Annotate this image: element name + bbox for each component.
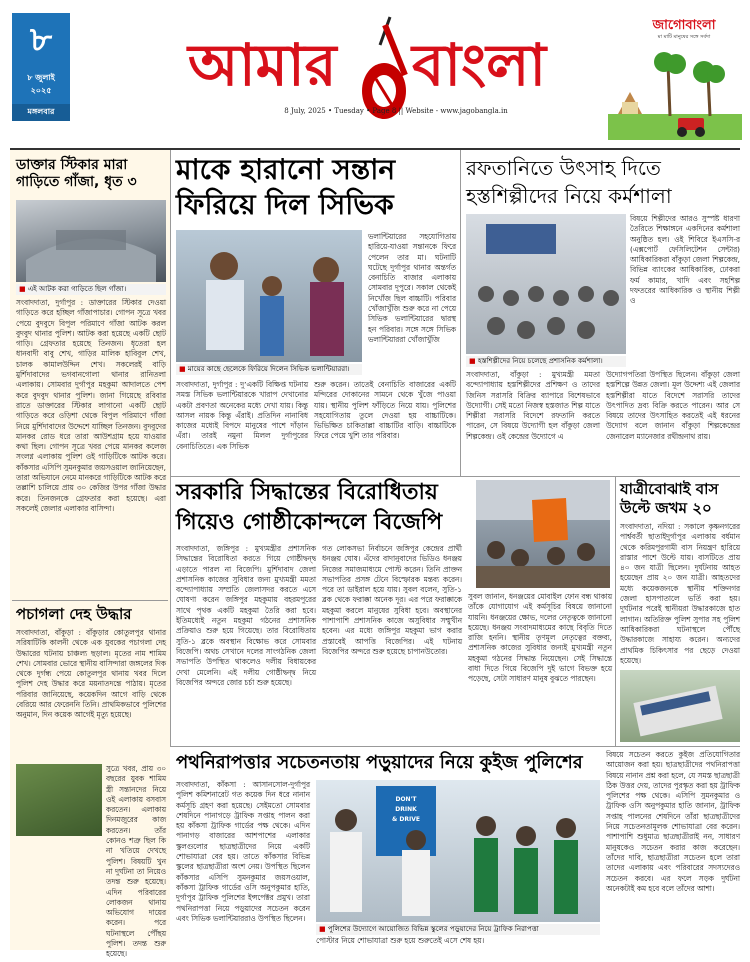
rally-sign-line2: DRINK xyxy=(395,806,417,813)
right-top-body2: উদ্যোগপতিরা উপস্থিত ছিলেন। বাঁকুড়া জেলা হস্তশিল্পে উন্নত জেলা। মূল উদ্দেশ্য এই জেলার হস্তশিল্পীরা যাতে বিদেশে সরাসরি তাদের উৎপাদিত দ্রব্য বিক্রি করতে পারেন। আর সে বিষয়ে তাদের উৎসাহিত করতেই এই ধরনের উদ্যোগ বলে জানান বাঁকুড়া শিল্পকেন্দ্রের জেনারেল ম্যানেজার রথীন্দ্রনাথ রায়। xyxy=(606,370,740,441)
bottom-body1: সংবাদদাতা, কাঁকসা : আসানসোল-দুর্গাপুর পুলিশ কমিশনারেট গত কয়েক দিন ধরে নানান কর্মসূচি গ্রহণ করা হয়েছে। সেইমতো সোমবার শেষদিনে পানাগড়ে ট্রাফিক সপ্তাহ পালন করা হয় কাঁকসা ট্রাফিক গার্ডের পক্ষ থেকে। এদিন পানাগড় বাজারের আশপাশের এলাকার স্কুলগুলোর ছাত্রছাত্রীদের নিয়ে একটি শোভাযাত্রা বের হয়। তাতে কাঁকসার বিভিন্ন স্কুলের ছাত্রছাত্রীরা অংশ নেয়। উপস্থিত ছিলেন কাঁকসার এসিপি সুমনকুমার জয়সওয়াল, কাঁকসা ট্রাফিক গার্ডের ওসি অনুপকুমার হাতি, দুর্গাপুর ট্রাফিক পুলিশের ইন্সপেক্টর প্রমুখ। তারা পথনিরাপত্তা নিয়ে পড়ুয়াদের সচেতন করেন এবং সিভিক ভলান্টিয়াররাও উপস্থিত ছিলেন। xyxy=(176,780,310,923)
bottom-rally-photo xyxy=(316,780,600,922)
masthead-dateline: 8 July, 2025 • Tuesday • Page 8 || Website - www.jagobangla.in xyxy=(284,107,508,115)
masthead-title-left: আমার xyxy=(188,31,337,99)
story2-headline: পচাগলা দেহ উদ্ধার xyxy=(16,605,132,623)
year-badge: ২০২৫ xyxy=(30,86,52,95)
right-top-headline: রফতানিতে উৎসাহ দিতে হস্তশিল্পীদের নিয়ে কর্মশালা xyxy=(466,156,672,208)
right-top-caption: ■ হস্তশিল্পীদের নিয়ে চলেছে প্রশাসনিক কর্মশালা। xyxy=(466,356,626,367)
lead-body: সংবাদদাতা, দুর্গাপুর : দু’একটি বিক্ষিপ্ত ঘটনায় সমস্ত সিভিক ভলান্টিয়ারকে খারাপ দেখানোর একটা প্রবণতা অনেকের মধ্যে দেখা যায়। কিন্তু আসল নায়ক কিন্তু এঁরাই। প্রতিদিন নানাবিধ কাজের মধ্যেই বিপদে মানুষের পাশে দাঁড়ান এঁরা। তারই নমুনা মিলল দুর্গাপুরের বেনাচিতিতে। এক সিভিক xyxy=(176,380,308,451)
story1-headline: ডাক্তার স্টিকার মারা গাড়িতে গাঁজা, ধৃত ৩ xyxy=(16,157,137,190)
story1-body: সংবাদদাতা, দুর্গাপুর : ডাক্তারের স্টিকার দেওয়া গাড়িতে করে হচ্ছিল গাঁজাপাচার। গোপন সূত্রে খবর পেয়ে বুদবুদে বিপুল পরিমাণে গাঁজা আটক করল বুদবুদ থানার পুলিশ। আটক করা হয়েছে একটি ছোট গাড়ি। গ্রেফতার হয়েছে তিনজন। ধৃতেরা হল ধানবাদী বাবু শেখ, গাড়ির মালিক হাবিবুল শেখ, চালক কামালউদ্দিন শেখ। সকলেরই বাড়ি মুর্শিদাবাদের ভগবানগোলা থানার রানিতলা এলাকায়। সোমবার দুর্গাপুর মহকুমা আদালতে পেশ করে বুদবুদ থানার পুলিশ। জানা গিয়েছে রবিবার রাতে ডাক্তারের স্টিকার লাগানো একটি ছোট গাড়িতে করে ওড়িশা থেকে বিপুল পরিমাণে গাঁজা নিয়ে মুর্শিদাবাদের উদ্দেশে যাচ্ছিল তিনজন। বুদবুদের মানকর রোড ধরে তারা আউশগ্রাম হয়ে যাওয়ার কথা ছিল। গোপন সূত্রে খবর পেয়ে মানকর কলেজ সংলগ্ন এলাকায় পুলিশ ওই গাড়িটিকে আটক করে। কাঁকসার এসিপি সুমনকুমার জয়সওয়াল জানিয়েছেন, তারা অভিযানে নেমে মানকরে গাড়িটিকে আটক করে তল্লাশি চালিয়ে প্রায় ৩০ কেজির উপর গাঁজা উদ্ধার করে। তিনজনকে গ্রেফতার করা হয়েছে। এরা সকলেই জেলার এলাকার বাসিন্দা। xyxy=(16,298,166,513)
rally-sign-line1: DON'T xyxy=(395,796,417,803)
bottom-body2: পোস্টার নিয়ে শোভাযাত্রা শুরু হয়ে শুরুতেই এসে শেষ হয়। xyxy=(316,936,485,945)
right-top-body-side: বিষয়ে শিল্পীদের আরও সুস্পষ্ট ধারণা তৈরিতে শিক্ষাঙ্গনে একদিনের কর্মশালা অনুষ্ঠিত হল। ওই শিবিরে ইএসসি-র (এক্সপোর্ট ফেসিলিটেশন সেন্টার) আধিকারিকরা বাঁকুড়া জেলা শিল্পকেন্দ্র, বিভিন্ন ব্যাংকের আধিকারিক, ঢোকরা ফর্ম কামার, খাদি এবং সহশিল্প দফতরের আধিকারিক ও স্থানীয় শিল্পী ও xyxy=(630,214,740,306)
bus-body: সংবাদদাতা, নদিয়া : সকালে কৃষ্ণনগরের পার্শ্ববর্তী ছাতাইদুর্গাপুর এলাকায় বর্ধমান থেকে করিমপুরগামী বাস নিয়ন্ত্রণ হারিয়ে রাস্তার পাশে উল্টে যায়। বাসটিতে প্রায় ৪০ জন যাত্রী ছিলেন। দুর্ঘটনায় আহত হয়েছেন প্রায় ২০ জন যাত্রী। আহতদের মধ্যে কয়েকজনকে স্থানীয় শক্তিনগর জেলা হাসপাতালে ভর্তি করা হয়। দুর্ঘটনার পরেই স্থানীয়রা উদ্ধারকাজে হাত লাগান। অতিরিক্ত পুলিশ সুপার সহ পুলিশ আধিকারিকরা ঘটনাস্থলে পৌঁছে উদ্ধারকাজে সাহায্য করেন। অন্যদের প্রাথমিক চিকিৎসার পর ছেড়ে দেওয়া হয়েছে। xyxy=(620,522,740,665)
lead-body-right: ভলান্টিয়ারের সহযোগিতায় হারিয়ে-যাওয়া সন্তানকে ফিরে পেলেন তার মা। ঘটনাটি ঘটেছে দুর্গাপুর থানার অন্তর্গত বেনাচিতি বাজার এলাকায় সোমবার দুপুরে। সকাল থেকেই নিখোঁজ ছিল বাচ্চাটি। পরিবার খোঁজাখুঁজি শুরু করে না পেয়ে সিভিক ভলান্টিয়ারের দ্বারস্থ হন পরিবার। সঙ্গে সঙ্গে সিভিক ভলান্টিয়াররা খোঁজাখুঁজি xyxy=(368,232,456,344)
lead-photo xyxy=(176,230,362,362)
date-badge: ৮ জুলাই xyxy=(27,73,55,82)
bottom-headline: পথনিরাপত্তার সচেতনতায় পড়ুয়াদের নিয়ে কুইজ পুলিশের xyxy=(176,752,583,773)
lead-body2: শুরু করেন। তাতেই বেনাচিতি বাজারের একটি মন্দিরের দোকানের সামনে থেকে খুঁজে পাওয়া যায়। স্থানীয় পুলিশ ফাঁড়িতে নিয়ে যায়। পুলিশের সহযোগিতায় তুলে দেওয়া হয় বাচ্চাটিকে। ভিভিক্ষিত চাকিতাল্লা বাচ্চাটির বাড়ি। বাচ্চাটিকে ফিরে পেয়ে খুশি তার পরিবার। xyxy=(314,380,456,441)
story2-photo xyxy=(16,764,102,836)
village-illustration-image xyxy=(608,44,742,140)
bottom-caption: ■ পুলিশের উদ্যোগে আয়োজিত বিভিন্ন স্কুলের পড়ুয়াদের নিয়ে ট্রাফিক নিরাপত্তা xyxy=(316,924,600,935)
brand-logo: জাগোবাংলা xyxy=(652,18,716,33)
mid-body1: সংবাদদাতা, জঙ্গিপুর : মুখ্যমন্ত্রীর প্রশাসনিক সিদ্ধান্তের বিরোধিতা করতে গিয়ে গোষ্ঠীদ্বন্দ্ব এড়াতে পারল না বিজেপি। মুর্শিদাবাদ জেলা প্রশাসনিক কাজের সুবিধার জন্য মুখ্যমন্ত্রী মমতা বন্দ্যোপাধ্যায় সম্প্রতি জেলাসদর করতে এসে ঘোষণা করেন জঙ্গিপুর মহকুমায় বহরমপুরের সাথে পৃথক একটি মহকুমা তৈরি করা হবে। ইতিমধ্যেই নতুন মহকুমা গঠনের প্রশাসনিক প্রক্রিয়াও শুরু হয়ে গিয়েছে। তার বিরোধিতায় সুতি-১ ব্লকে অবস্থান বিক্ষোভ করে সোমবার বিজেপি। অথচ সেখানে দলের সাংগঠনিক জেলা সভাপতি উপস্থিত থাকলেও দলীয় বিধায়কের দেখা মেলেনি। এই দলীয় গোষ্ঠীদ্বন্দ্ব নিয়ে বিজেপির অন্দরে জোর চর্চা শুরু হয়েছে। xyxy=(176,544,316,687)
right-top-photo xyxy=(466,214,626,354)
mid-headline: সরকারি সিদ্ধান্তের বিরোধিতায় গিয়েও গোষ্ঠীকোন্দলে বিজেপি xyxy=(176,480,443,535)
brand-tagline: মা মাটি মানুষের সঙ্গে সর্বদা xyxy=(657,34,711,40)
rally-sign-line3: & DRIVE xyxy=(392,816,420,823)
mid-body2: গত লোকসভা নির্বাচনে জঙ্গিপুর কেন্দ্রের প্রার্থী ধনঞ্জয় ঘোষ। এঁদের বাদানুবাদের ভিডিও ধনঞ্জয় নিজের সমাজমাধ্যমে পোস্ট করেন। তিনি প্রাক্তন সভাপতির প্রসঙ্গ টেনে বিস্ফোরক মন্তব্য করেন। পরে তা ডাইরাল হয়ে যায়। সুবল বলেন, সুতি-১ ব্লক থেকে ফরাক্কা অনেক দূর। এর পরে ফরাক্কাকে মহকুমা করলে মানুষের সুবিধা হবে। অবস্থানের পাশাপাশি প্রশাসনিক কাজে অসুবিধার সম্মুখীন হবেন। এর মধ্যে জঙ্গিপুর মহকুমা ভাগ করার প্রস্তাবেই আপত্তি বিজেপির। এই ঘটনায় বিজেপির অন্দরে শুরু হয়েছে চাপানউতোর। xyxy=(322,544,462,656)
lead-caption: ■ মায়ের কাছে ছেলেকে ফিরিয়ে দিলেন সিভিক ভলান্টিয়াররা। xyxy=(176,364,362,375)
bus-accident-photo xyxy=(620,670,740,742)
bottom-body3: বিষয়ে সচেতন করতে কুইজ প্রতিযোগিতার আয়োজন করা হয়। ছাত্রছাত্রীদের পথনিরাপত্তা বিষয়ে নানান প্রশ্ন করা হলে, যে সমস্ত ছাত্রছাত্রী ঠিক উত্তর দেয়, তাদের পুরস্কৃত করা হয় ট্রাফিক পুলিশের পক্ষ থেকে। এসিপি সুমনকুমার ও ট্রাফিক ওসি অনুপকুমার হাতি জানান, ট্রাফিক সপ্তাহ পালনের শেষদিনে তাঁরা ছাত্রছাত্রীদের নিয়ে সচেতনতামূলক শোভাযাত্রা বের করেন। পাশাপাশি শুধুমাত্র ছাত্রছাত্রীরাই নন, সাধারণ মানুষকেও সচেতন করার কাজ করেছেন। তাঁদের দাবি, ছাত্রছাত্রীরা সচেতন হলে তারা তাদের এলাকায় এবং পরিবারের সদস্যদেরও সচেতন করবে। এর ফলে সড়ক দুর্ঘটনা অনেকটাই কম হবে বলে তাঁদের আশা। xyxy=(606,750,740,893)
story1-car-photo xyxy=(16,200,166,282)
mid-rally-photo xyxy=(476,480,610,588)
mid-body3: সুবল জানান, ধনঞ্জয়ের মোবাইল ফোন বন্ধ থাকায় তাঁকে যোগাযোগ এই কর্মসূচির বিষয়ে জানানো যায়নি। ধনঞ্জয়ের ক্ষোভ, দলের নেতৃত্বকে জানানো হয়েছে। ধনঞ্জয় সংবাদমাধ্যমের কাছে বিবৃতি দিতে রাজি হননি। স্থানীয় তৃণমূল নেতৃত্বের বক্তব্য, প্রশাসনিক কাজের সুবিধার জন্যই মুখ্যমন্ত্রী নতুন মহকুমা গঠনের সিদ্ধান্ত নিয়েছেন। সেই সিদ্ধান্তে বাধা দিতে গিয়ে বিজেপি দুই ভাগে বিভক্ত হয়ে পড়েছে, সেটা সাধারণ মানুষ বুঝতে পারছেন। xyxy=(468,592,612,684)
right-top-body: সংবাদদাতা, বাঁকুড়া : মুখ্যমন্ত্রী মমতা বন্দ্যোপাধ্যায় হস্তশিল্পীদের প্রশিক্ষণ ও তাদের জিনিস সরাসরি বিক্রির ব্যাপারে বিশেষভাবে উদ্যোগী। সেই মতো নিজস্ব হস্তজাত শিল্প যাতে শিল্পীরা সরাসরি বিদেশে রফতানি করতে পারেন, সে বিষয়ে উদ্যোগী হল বাঁকুড়া জেলা শিল্পকেন্দ্র। ওই কেন্দ্রের উদ্যোগে এ xyxy=(466,370,600,441)
page-number: ৮ xyxy=(29,20,53,60)
weekday-badge: মঙ্গলবার xyxy=(12,104,70,121)
bus-headline: যাত্রীবোঝাই বাস উল্টে জখম ২০ xyxy=(620,480,719,517)
masthead-title-right: বাংলা xyxy=(412,31,547,99)
story2-body: সংবাদদাতা, বাঁকুড়া : বাঁকুড়ার কোতুলপুর থানার সরিষাটিকি কালনী থেকে এক যুবকের পচাগলা দেহ উদ্ধারের ঘটনায় চাঞ্চল্য ছড়াল। মৃতের নাম শামিম শেখ। সোমবার ভোরে স্থানীয় বাসিন্দারা জঙ্গলের দিক থেকে দুর্গন্ধ পেয়ে কোতুলপুর থানায় খবর দিলে পুলিশ দেহ উদ্ধার করে ময়নাতদন্তে পাঠায়। মৃতের পরিবার জানিয়েছে, কয়েকদিন আগে বাড়ি থেকে বেরিয়ে আর ফেরেননি তিনি। প্রাথমিকভাবে পুলিশের অনুমান, দিন কয়েক আগেই মৃত্যু হয়েছে। xyxy=(16,628,166,720)
lead-headline: মাকে হারানো সন্তান ফিরিয়ে দিল সিভিক xyxy=(176,153,396,221)
story1-caption: ■ এই আটক করা গাড়িতে ছিল গাঁজা। xyxy=(16,284,166,295)
story2-body-side: সুত্রে খবর, প্রায় ৩০ বছরের যুবক শামিম স্ত্রী সন্তানদের নিয়ে ওই এলাকায় বসবাস করতেন। এলাকায় দিনমজুরের কাজ করতেন। তাঁর কোনও শত্রু ছিল কি না খতিয়ে দেখছে পুলিশ। বিষয়টি খুন না দুর্ঘটনা তা নিয়েও তদন্ত শুরু হয়েছে। এদিন পরিবারের লোকজন থানায় অভিযোগ দায়ের করেন। পরে ঘটনাস্থলে পৌঁছয় পুলিশ। তদন্ত শুরু হয়েছে। xyxy=(106,764,166,959)
